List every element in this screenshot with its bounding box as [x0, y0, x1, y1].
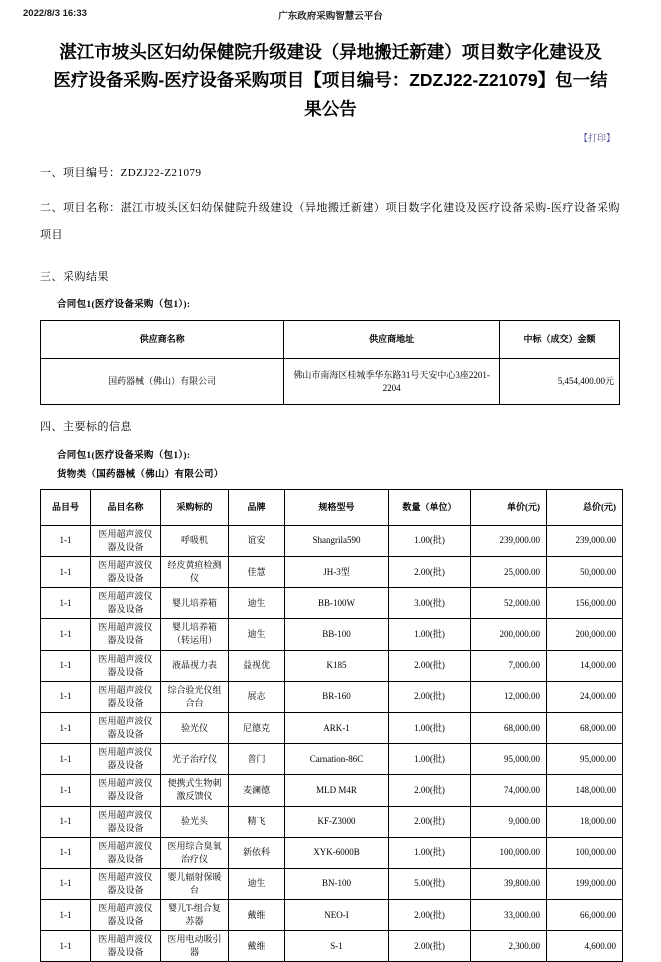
table-cell: 200,000.00 — [471, 619, 547, 650]
section-result-heading: 三、采购结果 — [40, 270, 109, 283]
table-cell: 5,454,400.00元 — [500, 359, 620, 405]
table-cell: 验光仪 — [161, 712, 229, 743]
section-subject-heading: 四、主要标的信息 — [40, 421, 132, 434]
table-cell: 3.00(批) — [389, 588, 471, 619]
table-cell: Carnation-86C — [285, 744, 389, 775]
table-cell: 光子治疗仪 — [161, 744, 229, 775]
table-cell: 7,000.00 — [471, 650, 547, 681]
table-cell: BB-100 — [285, 619, 389, 650]
table-cell: 24,000.00 — [547, 681, 623, 712]
table-cell: 医用电动吸引器 — [161, 931, 229, 962]
column-header: 中标（成交）金额 — [500, 321, 620, 359]
table-row — [41, 681, 623, 712]
table-header-row — [41, 489, 623, 525]
table-cell: 2,300.00 — [471, 931, 547, 962]
table-cell: 呼吸机 — [161, 525, 229, 556]
table-cell: 1-1 — [41, 900, 91, 931]
table-cell: 1-1 — [41, 619, 91, 650]
table-cell: 精飞 — [229, 806, 285, 837]
table-cell: 2.00(批) — [389, 806, 471, 837]
table-cell: 68,000.00 — [471, 712, 547, 743]
table-cell: 医用超声波仪器及设备 — [91, 837, 161, 868]
table-row — [41, 557, 623, 588]
subject-package-label: 合同包1(医疗设备采购（包1）): — [57, 450, 191, 461]
column-header: 品牌 — [229, 489, 285, 525]
table-cell: 佛山市南海区桂城季华东路31号天安中心3座2201-2204 — [284, 359, 500, 405]
table-row — [41, 525, 623, 556]
table-cell: 展志 — [229, 681, 285, 712]
table-cell: 婴儿培养箱（转运用） — [161, 619, 229, 650]
table-cell: 100,000.00 — [547, 837, 623, 868]
table-cell: 2.00(批) — [389, 900, 471, 931]
table-cell: 9,000.00 — [471, 806, 547, 837]
table-cell: XYK-6000B — [285, 837, 389, 868]
table-cell: 100,000.00 — [471, 837, 547, 868]
platform-name: 广东政府采购智慧云平台 — [278, 11, 383, 22]
table-cell: 验光头 — [161, 806, 229, 837]
table-row — [41, 868, 623, 899]
table-cell: 1.00(批) — [389, 619, 471, 650]
table-cell: 1-1 — [41, 557, 91, 588]
table-cell: 2.00(批) — [389, 557, 471, 588]
table-cell: 1-1 — [41, 868, 91, 899]
column-header: 品目名称 — [91, 489, 161, 525]
table-cell: 12,000.00 — [471, 681, 547, 712]
table-cell: BN-100 — [285, 868, 389, 899]
table-cell: 医用超声波仪器及设备 — [91, 619, 161, 650]
table-row — [41, 900, 623, 931]
table-row — [41, 775, 623, 806]
table-cell: 1-1 — [41, 806, 91, 837]
table-cell: K185 — [285, 650, 389, 681]
table-cell: 新依科 — [229, 837, 285, 868]
table-cell: 2.00(批) — [389, 681, 471, 712]
table-cell: 液晶视力表 — [161, 650, 229, 681]
table-cell: 1-1 — [41, 931, 91, 962]
table-cell: 尼德克 — [229, 712, 285, 743]
table-cell: 199,000.00 — [547, 868, 623, 899]
table-cell: 2.00(批) — [389, 931, 471, 962]
table-cell: 戴维 — [229, 900, 285, 931]
table-cell: 200,000.00 — [547, 619, 623, 650]
table-cell: 医用超声波仪器及设备 — [91, 806, 161, 837]
table-cell: 1-1 — [41, 837, 91, 868]
table-cell: 1-1 — [41, 712, 91, 743]
table-cell: 医用超声波仪器及设备 — [91, 557, 161, 588]
table-cell: 1-1 — [41, 588, 91, 619]
table-cell: 便携式生物刺激反馈仪 — [161, 775, 229, 806]
table-cell: 1.00(批) — [389, 837, 471, 868]
column-header: 总价(元) — [547, 489, 623, 525]
supplier-result-table — [40, 320, 620, 405]
table-row — [41, 359, 620, 405]
table-cell: 迪生 — [229, 588, 285, 619]
table-cell: 医用综合臭氧治疗仪 — [161, 837, 229, 868]
table-row — [41, 931, 623, 962]
table-row — [41, 588, 623, 619]
table-cell: 239,000.00 — [547, 525, 623, 556]
column-header: 品目号 — [41, 489, 91, 525]
table-cell: 医用超声波仪器及设备 — [91, 681, 161, 712]
items-detail-table — [40, 489, 623, 962]
print-button-row — [0, 128, 615, 146]
table-cell: 迪生 — [229, 868, 285, 899]
table-row — [41, 744, 623, 775]
table-cell: Shangrila590 — [285, 525, 389, 556]
table-cell: 74,000.00 — [471, 775, 547, 806]
table-cell: 医用超声波仪器及设备 — [91, 775, 161, 806]
table-cell: 239,000.00 — [471, 525, 547, 556]
subject-category-label: 货物类（国药器械（佛山）有限公司） — [57, 469, 224, 480]
table-cell: 1.00(批) — [389, 525, 471, 556]
column-header: 单价(元) — [471, 489, 547, 525]
table-cell: 谊安 — [229, 525, 285, 556]
table-cell: 66,000.00 — [547, 900, 623, 931]
column-header: 规格型号 — [285, 489, 389, 525]
table-cell: 婴儿辐射保暖台 — [161, 868, 229, 899]
table-cell: 益视优 — [229, 650, 285, 681]
table-cell: 国药器械（佛山）有限公司 — [41, 359, 284, 405]
table-cell: 5.00(批) — [389, 868, 471, 899]
table-cell: 医用超声波仪器及设备 — [91, 712, 161, 743]
table-cell: 2.00(批) — [389, 775, 471, 806]
table-row — [41, 837, 623, 868]
table-cell: 普门 — [229, 744, 285, 775]
table-row — [41, 619, 623, 650]
table-cell: 医用超声波仪器及设备 — [91, 744, 161, 775]
column-header: 数量（单位） — [389, 489, 471, 525]
column-header: 供应商名称 — [41, 321, 284, 359]
table-cell: 婴儿T-组合复苏器 — [161, 900, 229, 931]
section-project-name: 二、项目名称：湛江市坡头区妇幼保健院升级建设（异地搬迁新建）项目数字化建设及医疗设备采购-医疗设备采购项目 — [40, 201, 620, 242]
table-cell: 医用超声波仪器及设备 — [91, 868, 161, 899]
table-cell: 1.00(批) — [389, 712, 471, 743]
table-cell: 医用超声波仪器及设备 — [91, 900, 161, 931]
table-cell: 1.00(批) — [389, 744, 471, 775]
table-cell: KF-Z3000 — [285, 806, 389, 837]
table-cell: 麦澜德 — [229, 775, 285, 806]
table-cell: 1-1 — [41, 681, 91, 712]
table-cell: 戴维 — [229, 931, 285, 962]
browser-print-header — [0, 8, 661, 24]
print-timestamp: 2022/8/3 16:33 — [23, 8, 87, 19]
table-cell: 156,000.00 — [547, 588, 623, 619]
table-cell: 39,800.00 — [471, 868, 547, 899]
table-cell: NEO-I — [285, 900, 389, 931]
page-title: 湛江市坡头区妇幼保健院升级建设（异地搬迁新建）项目数字化建设及医疗设备采购-医疗设备采购项目【项目编号：ZDZJ22-Z21079】包一结果公告 — [53, 42, 608, 119]
table-cell: 2.00(批) — [389, 650, 471, 681]
table-cell: JH-3型 — [285, 557, 389, 588]
table-cell: 148,000.00 — [547, 775, 623, 806]
table-cell: 综合验光仪组合台 — [161, 681, 229, 712]
table-cell: 52,000.00 — [471, 588, 547, 619]
table-cell: MLD M4R — [285, 775, 389, 806]
table-cell: 50,000.00 — [547, 557, 623, 588]
table-cell: 4,600.00 — [547, 931, 623, 962]
table-cell: 1-1 — [41, 650, 91, 681]
table-cell: S-1 — [285, 931, 389, 962]
column-header: 采购标的 — [161, 489, 229, 525]
table-cell: 迪生 — [229, 619, 285, 650]
column-header: 供应商地址 — [284, 321, 500, 359]
table-cell: 经皮黄疸检测仪 — [161, 557, 229, 588]
print-button[interactable]: 【打印】 — [578, 133, 615, 144]
announcement-body — [40, 165, 620, 962]
table-cell: 1-1 — [41, 744, 91, 775]
table-row — [41, 712, 623, 743]
table-cell: 医用超声波仪器及设备 — [91, 650, 161, 681]
table-cell: 18,000.00 — [547, 806, 623, 837]
table-cell: 68,000.00 — [547, 712, 623, 743]
table-cell: 医用超声波仪器及设备 — [91, 931, 161, 962]
table-cell: 95,000.00 — [471, 744, 547, 775]
table-cell: 婴儿培养箱 — [161, 588, 229, 619]
table-cell: ARK-1 — [285, 712, 389, 743]
table-cell: 25,000.00 — [471, 557, 547, 588]
section-project-number: 一、项目编号：ZDZJ22-Z21079 — [40, 167, 202, 180]
table-cell: 1-1 — [41, 525, 91, 556]
result-package-label: 合同包1(医疗设备采购（包1）): — [57, 300, 191, 311]
table-header-row — [41, 321, 620, 359]
table-row — [41, 806, 623, 837]
table-cell: 医用超声波仪器及设备 — [91, 525, 161, 556]
table-row — [41, 650, 623, 681]
table-cell: 33,000.00 — [471, 900, 547, 931]
table-cell: BR-160 — [285, 681, 389, 712]
table-cell: 医用超声波仪器及设备 — [91, 588, 161, 619]
table-cell: 95,000.00 — [547, 744, 623, 775]
table-cell: 1-1 — [41, 775, 91, 806]
table-cell: 佳慧 — [229, 557, 285, 588]
table-cell: 14,000.00 — [547, 650, 623, 681]
table-cell: BB-100W — [285, 588, 389, 619]
